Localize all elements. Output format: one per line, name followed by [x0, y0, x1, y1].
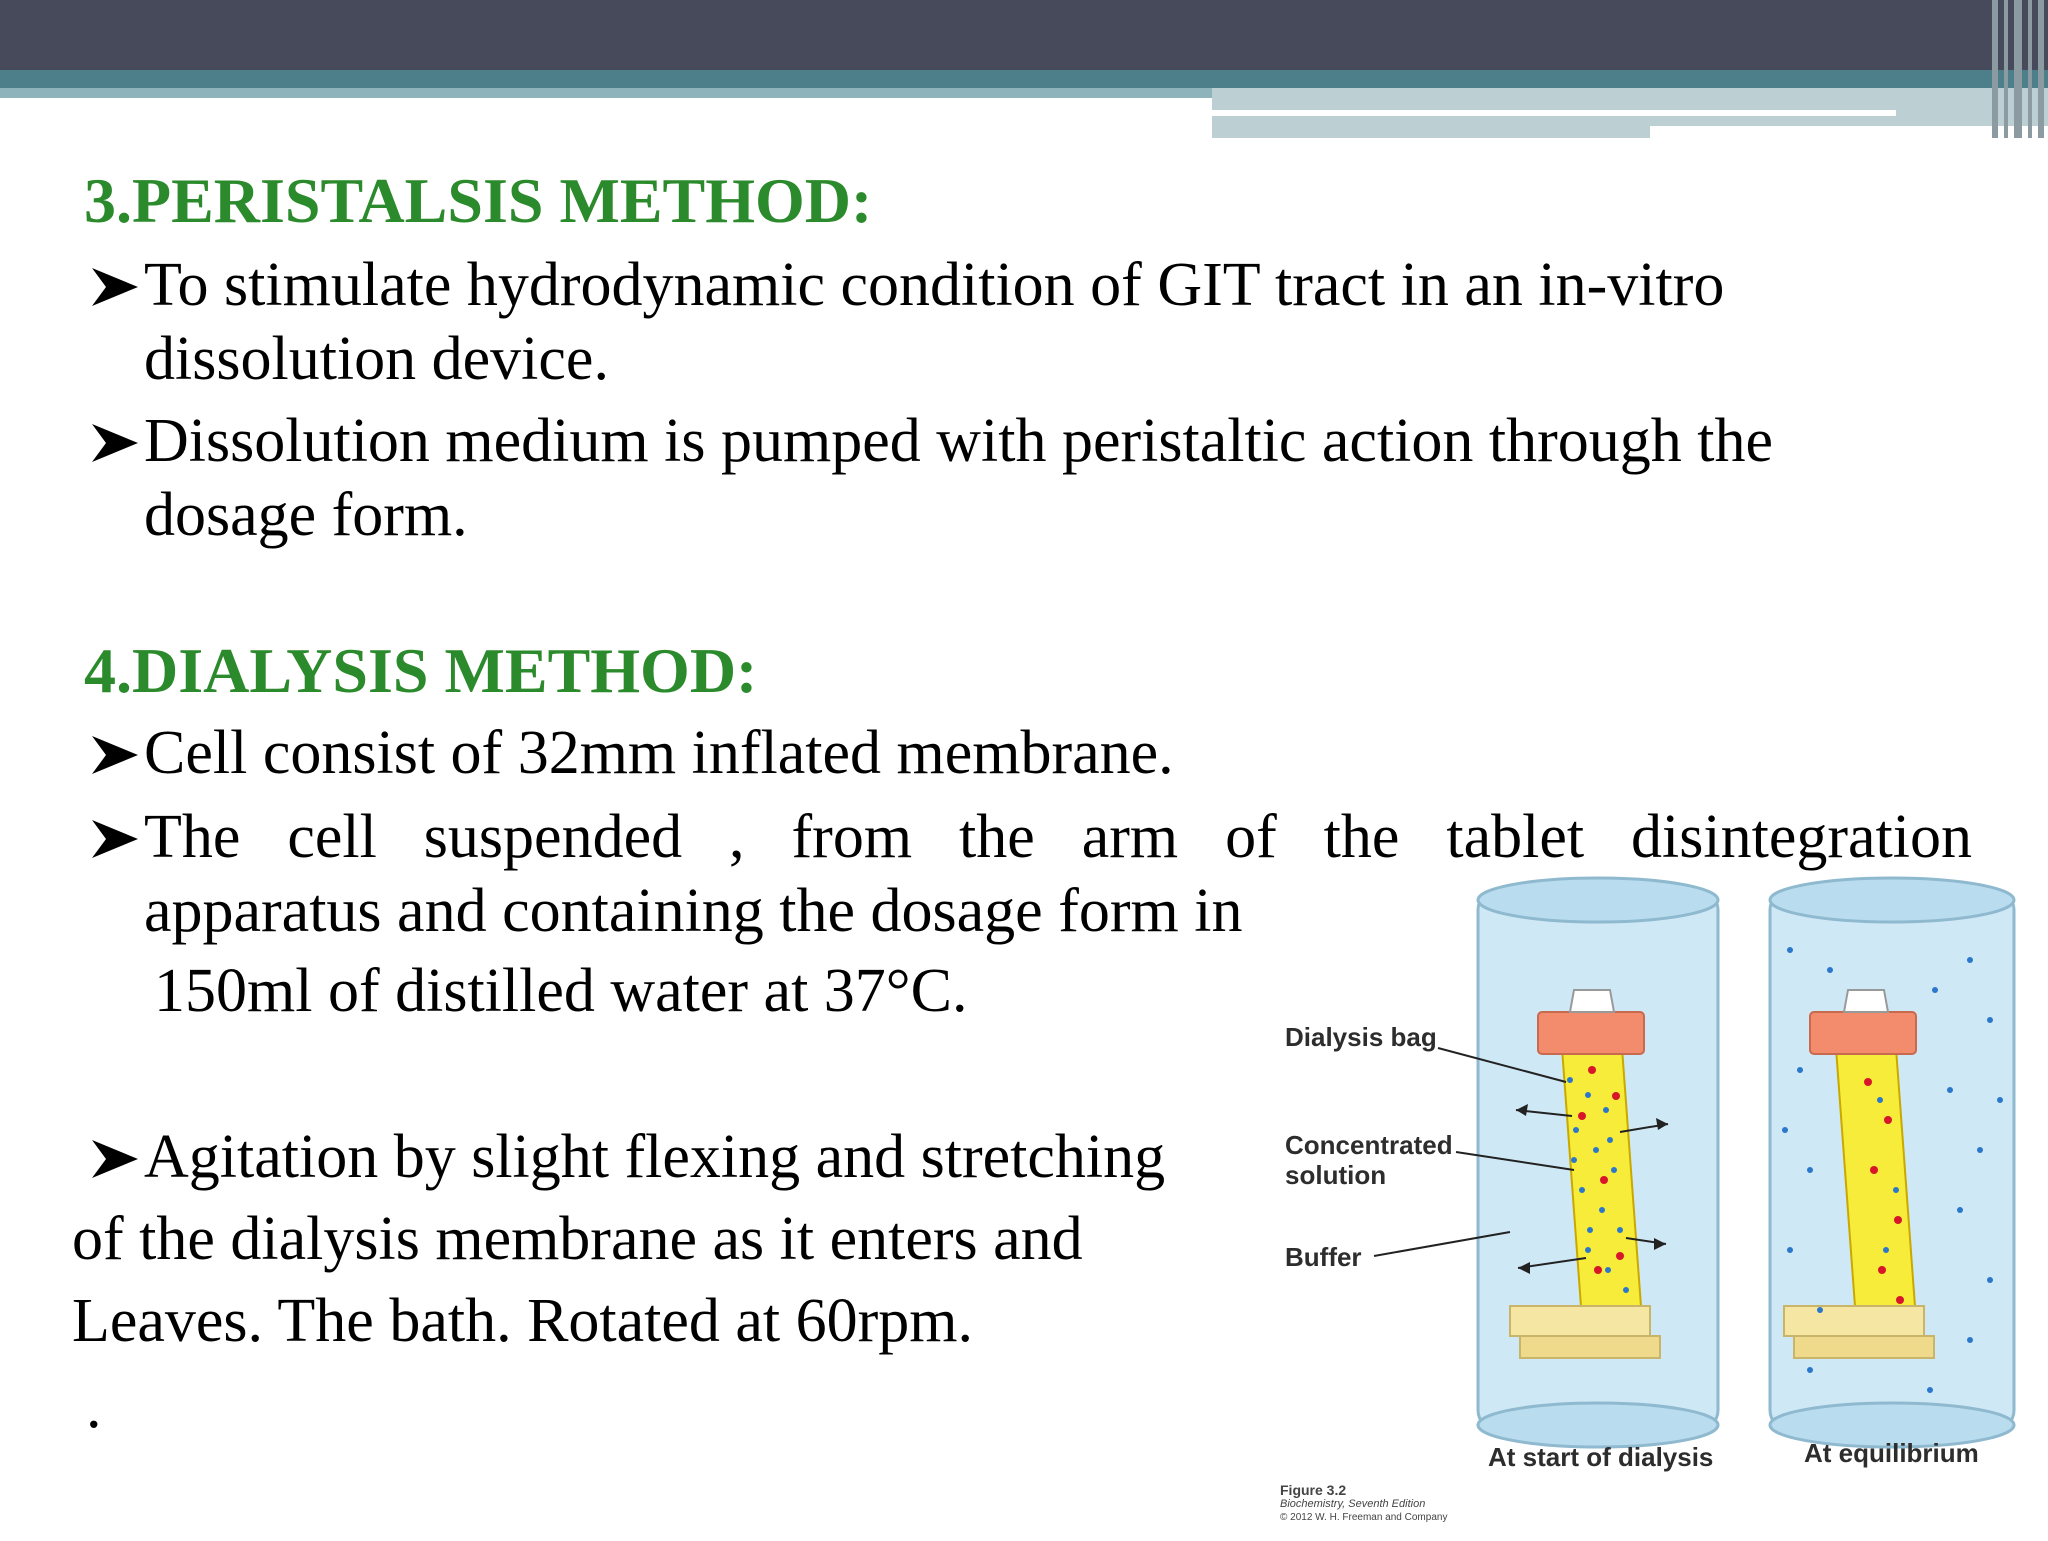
- section4-heading: 4.DIALYSIS METHOD:: [84, 635, 758, 706]
- bullet-text: dosage form.: [144, 481, 468, 549]
- at-start-label: At start of dialysis: [1488, 1442, 1714, 1472]
- arrow-bullet-icon: [92, 1120, 144, 1178]
- dialysis-illustration: [1270, 870, 2048, 1536]
- arrow-bullet-icon: [92, 716, 144, 774]
- bullet-item: [92, 1120, 1292, 1194]
- bullet-text: Cell consist of 32mm inflated membrane.: [144, 719, 1174, 787]
- header-light-band: [0, 88, 1212, 98]
- bullet-text: Dissolution medium is pumped with peristaltic action through the: [144, 407, 1774, 475]
- header-teal-band: [0, 70, 2048, 88]
- arrow-bullet-icon: [92, 404, 144, 462]
- at-equilibrium-label: At equilibrium: [1804, 1438, 1979, 1468]
- bullet-text: dissolution device.: [144, 325, 609, 393]
- bullet-item: [92, 248, 1972, 396]
- trailing-dot: .: [86, 1373, 102, 1441]
- section3-heading: 3.PERISTALSIS METHOD:: [84, 165, 873, 236]
- arrow-bullet-icon: [92, 248, 144, 306]
- solution-label: solution: [1285, 1160, 1387, 1190]
- bullet-item: [92, 404, 1992, 552]
- header-vertical-bars: [1988, 0, 2048, 138]
- bullet-text: apparatus and containing the dosage form in: [144, 877, 1243, 945]
- figure-caption-copyright: © 2012 W. H. Freeman and Company: [1280, 1512, 1448, 1523]
- bullet-item: [92, 716, 1692, 790]
- dialysis-bag-label: Dialysis bag: [1285, 1022, 1437, 1052]
- bullet-text: The cell suspended , from the arm of the tablet disintegration: [144, 803, 1972, 871]
- figure-caption-book: Biochemistry, Seventh Edition: [1280, 1498, 1426, 1510]
- buffer-label: Buffer: [1285, 1242, 1362, 1272]
- bullet-text: Agitation by slight flexing and stretching: [144, 1123, 1166, 1191]
- bullet-text: 150ml of distilled water at 37°C.: [154, 957, 968, 1025]
- concentrated-label: Concentrated: [1285, 1130, 1453, 1160]
- bullet-text: To stimulate hydrodynamic condition of GIT tract in an in-vitro: [144, 251, 1725, 319]
- figure-caption-number: Figure 3.2: [1280, 1482, 1347, 1498]
- arrow-bullet-icon: [92, 800, 144, 858]
- dialysis-figure: [1270, 870, 2048, 1536]
- bullet-text: of the dialysis membrane as it enters and: [72, 1205, 1083, 1273]
- header-divider-line: [1212, 110, 1896, 116]
- bullet-text: Leaves. The bath. Rotated at 60rpm.: [72, 1287, 974, 1355]
- header-band: [0, 0, 2048, 70]
